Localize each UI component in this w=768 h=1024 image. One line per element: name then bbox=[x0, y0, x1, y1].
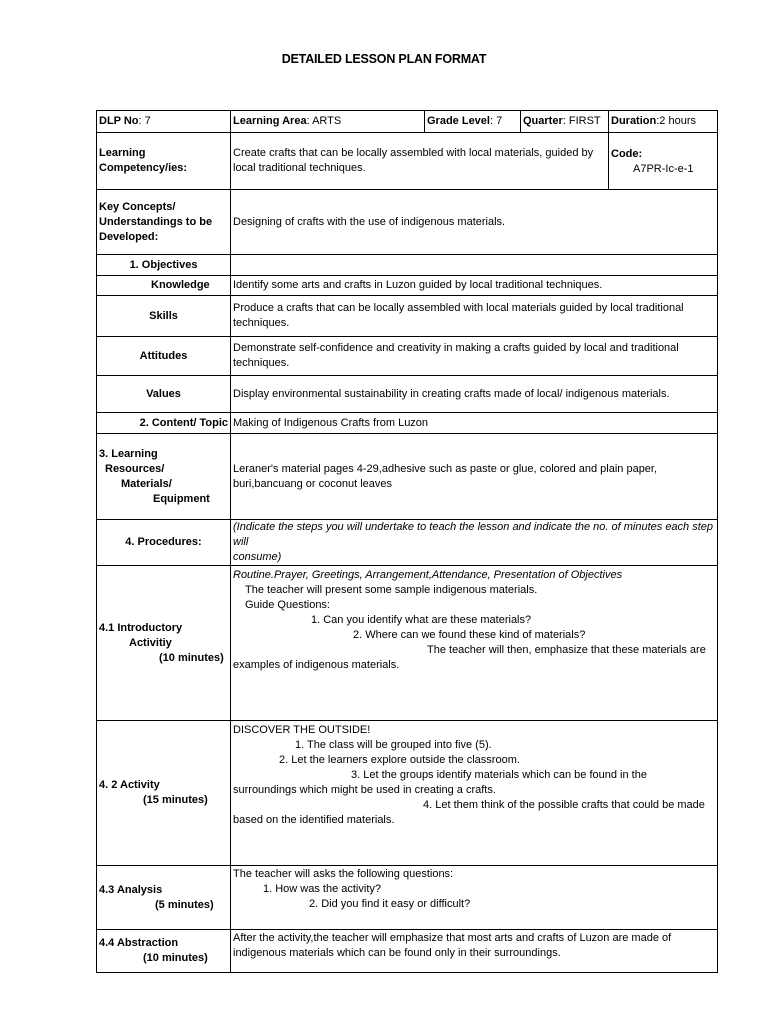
introductory-label bbox=[97, 566, 231, 721]
content-row bbox=[97, 413, 718, 434]
learning-area-cell bbox=[231, 111, 425, 133]
introductory-label-1: 4.1 Introductory bbox=[99, 621, 183, 634]
knowledge-text: Identify some arts and crafts in Luzon guided by local traditional techniques. bbox=[231, 276, 718, 296]
introductory-line-6: examples of indigenous materials. bbox=[233, 659, 400, 671]
activity-label bbox=[97, 721, 231, 866]
resources-label bbox=[97, 434, 231, 520]
attitudes-line-1: Demonstrate self-confidence and creativity in making a crafts guided by local and traditional bbox=[233, 342, 679, 354]
key-concepts-label-2: Understandings to be bbox=[99, 215, 213, 228]
learning-area-label: Learning Area bbox=[233, 115, 307, 127]
competency-line-2: local traditional techniques. bbox=[233, 162, 366, 174]
activity-label-1: 4. 2 Activity bbox=[99, 779, 160, 791]
introductory-text bbox=[231, 566, 718, 721]
learning-area-value: : ARTS bbox=[306, 115, 342, 127]
procedures-label: 4. Procedures: bbox=[97, 520, 231, 566]
skills-row bbox=[97, 296, 718, 337]
activity-label-2: (15 minutes) bbox=[143, 794, 208, 806]
skills-text bbox=[231, 296, 718, 337]
introductory-line-4: 2. Where can we found these kind of materials? bbox=[353, 629, 586, 641]
analysis-line-2: 1. How was the activity? bbox=[263, 883, 381, 895]
key-concepts-row bbox=[97, 190, 718, 255]
abstraction-row bbox=[97, 930, 718, 973]
values-label: Values bbox=[97, 376, 231, 413]
key-concepts-label-3: Developed: bbox=[99, 230, 159, 243]
attitudes-text bbox=[231, 337, 718, 376]
competency-label: Learning Competency/ies: bbox=[97, 133, 231, 190]
objectives-empty-cell bbox=[231, 255, 718, 276]
abstraction-line-2: indigenous materials which can be found only in their surroundings. bbox=[233, 947, 561, 959]
resources-label-3: Materials/ bbox=[121, 477, 172, 490]
grade-level-label: Grade Level bbox=[427, 115, 490, 127]
objectives-row bbox=[97, 255, 718, 276]
activity-line-1: DISCOVER THE OUTSIDE! bbox=[233, 724, 371, 736]
knowledge-row bbox=[97, 276, 718, 296]
resources-label-4: Equipment bbox=[153, 492, 210, 505]
resources-label-1: 3. Learning bbox=[99, 447, 158, 460]
code-value: A7PR-Ic-e-1 bbox=[633, 163, 694, 175]
analysis-label-2: (5 minutes) bbox=[155, 898, 214, 911]
values-row bbox=[97, 376, 718, 413]
duration-cell bbox=[609, 111, 718, 133]
code-cell bbox=[609, 133, 718, 190]
quarter-cell bbox=[521, 111, 609, 133]
quarter-value: : FIRST bbox=[562, 115, 601, 127]
attitudes-line-2: techniques. bbox=[233, 357, 290, 369]
analysis-row bbox=[97, 866, 718, 930]
introductory-routine: Routine.Prayer, Greetings, Arrangement,Attendance, Presentation of Objectives bbox=[233, 569, 623, 581]
abstraction-label bbox=[97, 930, 231, 973]
analysis-text bbox=[231, 866, 718, 930]
activity-line-3: 2. Let the learners explore outside the classroom. bbox=[279, 754, 520, 766]
skills-line-2: techniques. bbox=[233, 317, 290, 329]
competency-line-1: Create crafts that can be locally assembled with local materials, guided by bbox=[233, 147, 594, 159]
abstraction-label-1: 4.4 Abstraction bbox=[99, 937, 179, 949]
resources-row bbox=[97, 434, 718, 520]
activity-line-6: 4. Let them think of the possible crafts that could be made bbox=[423, 799, 705, 811]
competency-text bbox=[231, 133, 609, 190]
content-text: Making of Indigenous Crafts from Luzon bbox=[231, 413, 718, 434]
objectives-label: 1. Objectives bbox=[97, 255, 231, 276]
resources-label-2: Resources/ bbox=[105, 462, 165, 475]
procedures-line-2: consume) bbox=[233, 551, 282, 563]
key-concepts-label bbox=[97, 190, 231, 255]
resources-line-1: Leraner's material pages 4-29,adhesive such as paste or glue, colored and plain paper, bbox=[233, 462, 658, 475]
values-text: Display environmental sustainability in creating crafts made of local/ indigenous materials. bbox=[231, 376, 718, 413]
attitudes-label: Attitudes bbox=[97, 337, 231, 376]
abstraction-text bbox=[231, 930, 718, 973]
quarter-label: Quarter bbox=[523, 115, 563, 127]
duration-label: Duration bbox=[611, 115, 657, 127]
abstraction-label-2: (10 minutes) bbox=[143, 952, 208, 964]
introductory-line-5: The teacher will then, emphasize that these materials are bbox=[427, 644, 706, 656]
analysis-label-1: 4.3 Analysis bbox=[99, 883, 163, 896]
introductory-line-2: Guide Questions: bbox=[245, 599, 330, 611]
activity-row bbox=[97, 721, 718, 866]
introductory-line-3: 1. Can you identify what are these materials? bbox=[311, 614, 532, 626]
code-label: Code: bbox=[611, 148, 643, 160]
knowledge-label: Knowledge bbox=[97, 276, 231, 296]
analysis-line-3: 2. Did you find it easy or difficult? bbox=[309, 898, 471, 910]
skills-label: Skills bbox=[97, 296, 231, 337]
procedures-text bbox=[231, 520, 718, 566]
introductory-label-2: Activitiy bbox=[129, 636, 172, 649]
dlp-no-value: : 7 bbox=[138, 115, 151, 127]
activity-text bbox=[231, 721, 718, 866]
procedures-line-1: (Indicate the steps you will undertake to teach the lesson and indicate the no. of minutes each step will bbox=[233, 521, 714, 548]
grade-level-value: : 7 bbox=[489, 115, 503, 127]
key-concepts-text: Designing of crafts with the use of indigenous materials. bbox=[231, 190, 718, 255]
competency-row bbox=[97, 133, 718, 190]
duration-value: :2 hours bbox=[656, 115, 696, 127]
introductory-row bbox=[97, 566, 718, 721]
header-row bbox=[97, 111, 718, 133]
introductory-label-3: (10 minutes) bbox=[159, 651, 224, 664]
resources-line-2: buri,bancuang or coconut leaves bbox=[233, 477, 392, 490]
attitudes-row bbox=[97, 337, 718, 376]
activity-line-4: 3. Let the groups identify materials which can be found in the bbox=[351, 769, 647, 781]
introductory-line-1: The teacher will present some sample indigenous materials. bbox=[245, 584, 538, 596]
document-title: DETAILED LESSON PLAN FORMAT bbox=[281, 52, 487, 66]
abstraction-line-1: After the activity,the teacher will emphasize that most arts and crafts of Luzon are made of bbox=[233, 932, 672, 944]
resources-text bbox=[231, 434, 718, 520]
dlp-no-label: DLP No bbox=[99, 115, 139, 127]
procedures-row bbox=[97, 520, 718, 566]
grade-level-cell bbox=[425, 111, 521, 133]
analysis-label bbox=[97, 866, 231, 930]
skills-line-1: Produce a crafts that can be locally assembled with local materials guided by local traditional bbox=[233, 302, 684, 314]
activity-line-2: 1. The class will be grouped into five (5). bbox=[295, 739, 492, 751]
activity-line-5: surroundings which might be used in creating a crafts. bbox=[233, 784, 496, 796]
activity-line-7: based on the identified materials. bbox=[233, 814, 395, 826]
analysis-line-1: The teacher will asks the following questions: bbox=[233, 868, 454, 880]
key-concepts-label-1: Key Concepts/ bbox=[99, 200, 176, 213]
dlp-no-cell bbox=[97, 111, 231, 133]
content-label: 2. Content/ Topic bbox=[97, 413, 231, 434]
lesson-plan-table bbox=[96, 110, 718, 973]
